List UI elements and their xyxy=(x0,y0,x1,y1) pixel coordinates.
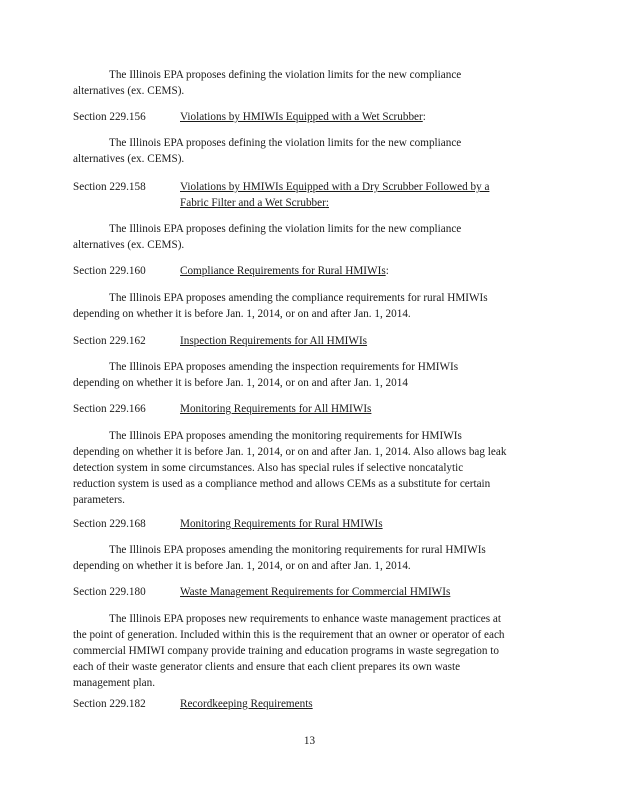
section-number: Section 229.168 xyxy=(73,518,146,530)
section-title: Recordkeeping Requirements xyxy=(180,698,313,710)
section-number: Section 229.162 xyxy=(73,335,146,347)
section-number: Section 229.166 xyxy=(73,403,146,415)
section-heading-229-166 xyxy=(73,401,543,417)
section-title: Violations by HMIWIs Equipped with a Dry Scrubber Followed by a Fabric Filter and a Wet Scrubber: xyxy=(180,181,490,209)
section-title: Violations by HMIWIs Equipped with a Wet Scrubber xyxy=(180,111,423,123)
section-number: Section 229.180 xyxy=(73,586,146,598)
section-heading-229-156: Section 229.156 Violations by HMIWIs Equipped with a Wet Scrubber: xyxy=(73,111,426,123)
section-title: Inspection Requirements for All HMIWIs xyxy=(180,335,368,347)
paragraph-cems-1: The Illinois EPA proposes defining the violation limits for the new compliance alternatives (ex. CEMS). xyxy=(73,69,462,97)
section-heading-229-158 xyxy=(73,179,543,211)
section-heading-229-180 xyxy=(73,584,543,600)
paragraph-inspection: The Illinois EPA proposes amending the inspection requirements for HMIWIs depending on whether it is before Jan. 1, 2014, or on and after Jan. 1, 2014 xyxy=(73,361,459,389)
page-number: 13 xyxy=(303,735,316,747)
section-number: Section 229.182 xyxy=(73,698,146,710)
paragraph-monitoring-rural: The Illinois EPA proposes amending the monitoring requirements for rural HMIWIs depending on whether it is before Jan. 1, 2014, or on and after Jan. 1, 2014. xyxy=(73,544,486,572)
section-heading-229-160: Section 229.160 Compliance Requirements for Rural HMIWIs: xyxy=(73,265,389,277)
section-heading-229-162 xyxy=(73,333,543,349)
section-number: Section 229.156 xyxy=(73,111,146,123)
paragraph-cems-3: The Illinois EPA proposes defining the violation limits for the new compliance alternatives (ex. CEMS). xyxy=(73,223,462,251)
section-title: Monitoring Requirements for Rural HMIWIs xyxy=(180,518,383,530)
section-title: Waste Management Requirements for Commercial HMIWIs xyxy=(180,586,451,598)
paragraph-monitoring-all: The Illinois EPA proposes amending the monitoring requirements for HMIWIs depending on whether it is before Jan. 1, 2014, or on and after Jan. 1, 2014. Also allows bag leak detection system in some circumstances. Also has special rules if selective noncatalytic reduction system is used as a compliance method and allows CEMs as a substitute for certain parameters. xyxy=(73,430,507,506)
paragraph-rural-compliance: The Illinois EPA proposes amending the compliance requirements for rural HMIWIs depending on whether it is before Jan. 1, 2014, or on and after Jan. 1, 2014. xyxy=(73,292,488,320)
paragraph-cems-2: The Illinois EPA proposes defining the violation limits for the new compliance alternatives (ex. CEMS). xyxy=(73,137,462,165)
section-heading-229-182 xyxy=(73,696,543,712)
paragraph-waste-management: The Illinois EPA proposes new requirements to enhance waste management practices at the point of generation. Included within this is the requirement that an owner or operator of each commercial HMIWI company provide training and education programs in waste segregation to each of their waste generator clients and ensure that each client prepares its own waste management plan. xyxy=(73,613,505,689)
section-heading-229-168 xyxy=(73,516,543,532)
section-number: Section 229.158 xyxy=(73,181,146,193)
section-number: Section 229.160 xyxy=(73,265,146,277)
section-title: Monitoring Requirements for All HMIWIs xyxy=(180,403,372,415)
section-title: Compliance Requirements for Rural HMIWIs xyxy=(180,265,386,277)
